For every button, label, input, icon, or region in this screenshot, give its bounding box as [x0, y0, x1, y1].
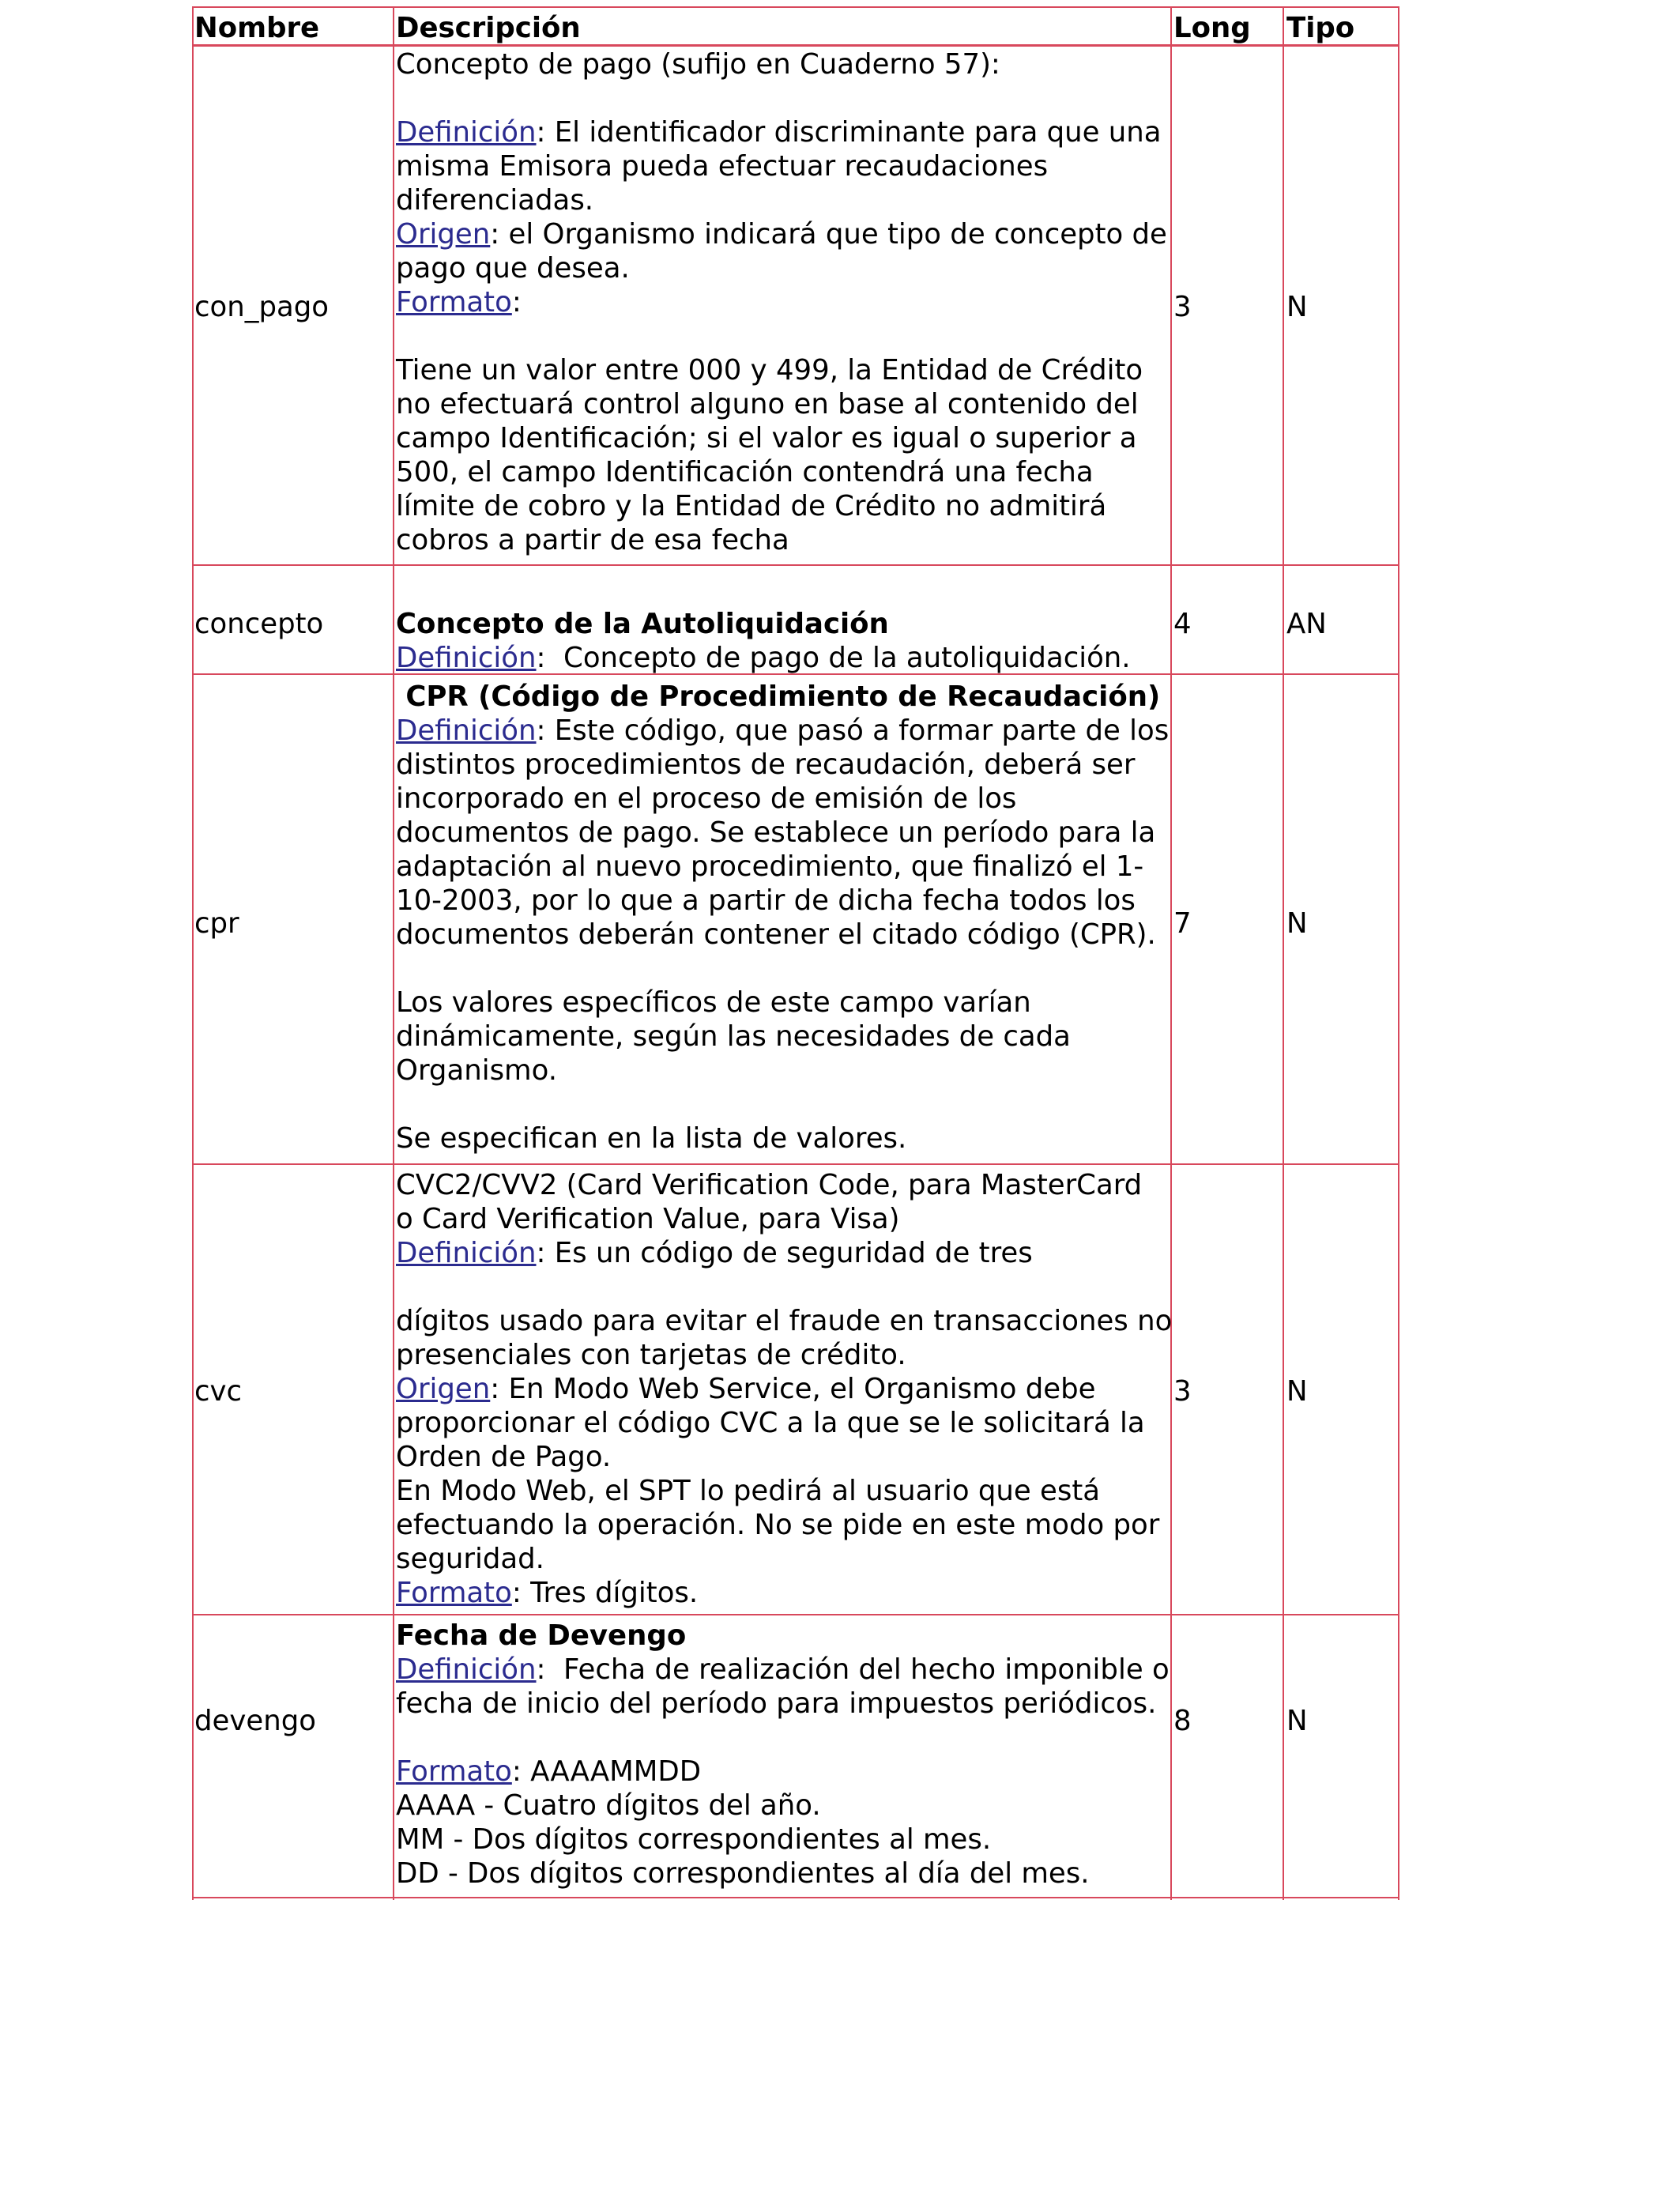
description-text: : el Organismo indicará que tipo de concepto de	[490, 218, 1167, 251]
definition-link[interactable]: Definición	[396, 642, 537, 674]
description-line	[396, 1088, 1169, 1122]
description-line	[396, 1122, 1169, 1155]
cell-tipo: AN	[1286, 608, 1327, 640]
description-line	[396, 217, 1167, 251]
description-text: : Es un código de seguridad de tres	[536, 1237, 1033, 1269]
cell-descripcion	[396, 680, 1169, 1155]
description-text: fecha de inicio del período para impuestos periódicos.	[396, 1687, 1157, 1720]
header-descripcion: Descripción	[396, 12, 581, 44]
cell-tipo: N	[1286, 1375, 1308, 1408]
cell-nombre: cpr	[194, 907, 239, 940]
description-line	[396, 149, 1167, 183]
cell-nombre: concepto	[194, 608, 324, 640]
description-text: o Card Verification Value, para Visa)	[396, 1203, 900, 1235]
definition-link[interactable]: Origen	[396, 218, 491, 251]
description-line	[396, 47, 1167, 81]
description-line	[396, 1687, 1170, 1721]
description-line	[396, 1020, 1169, 1054]
description-text: 10-2003, por lo que a partir de dicha fecha todos los	[396, 884, 1136, 917]
description-line	[396, 183, 1167, 217]
cell-descripcion	[396, 1168, 1172, 1610]
description-line	[396, 782, 1169, 816]
cell-long: 8	[1173, 1705, 1192, 1737]
col-border-descripcion	[1170, 6, 1172, 1900]
description-line	[396, 523, 1167, 557]
definition-link[interactable]: Definición	[396, 1237, 537, 1269]
definition-link[interactable]: Formato	[396, 286, 512, 319]
description-text: adaptación al nuevo procedimiento, que finalizó el 1-	[396, 850, 1144, 883]
description-line	[396, 1857, 1170, 1891]
description-text: proporcionar el código CVC a la que se le solicitará la	[396, 1407, 1145, 1439]
definition-link[interactable]: Definición	[396, 714, 537, 747]
table-bottom-border	[192, 1897, 1399, 1898]
row-border	[192, 1163, 1399, 1165]
description-text: efectuando la operación. No se pide en este modo por	[396, 1509, 1160, 1541]
description-text: misma Emisora pueda efectuar recaudaciones	[396, 150, 1049, 183]
description-text: : Fecha de realización del hecho imponible o	[536, 1653, 1170, 1686]
description-line	[396, 1372, 1172, 1406]
description-text: campo Identificación; si el valor es igual o superior a	[396, 422, 1137, 454]
description-text: documentos de pago. Se establece un período para la	[396, 816, 1156, 849]
description-line	[396, 850, 1169, 884]
description-text: Orden de Pago.	[396, 1441, 612, 1473]
description-text: seguridad.	[396, 1543, 544, 1575]
definition-link[interactable]: Formato	[396, 1755, 512, 1788]
description-text: MM - Dos dígitos correspondientes al mes.	[396, 1823, 992, 1856]
description-line	[396, 387, 1167, 421]
description-line	[396, 816, 1169, 850]
description-text: En Modo Web, el SPT lo pedirá al usuario que está	[396, 1475, 1101, 1507]
description-line	[396, 641, 1131, 675]
description-line	[396, 115, 1167, 149]
cell-long: 4	[1173, 608, 1192, 640]
description-line	[396, 1270, 1172, 1304]
header-nombre: Nombre	[194, 12, 320, 44]
description-line	[396, 1576, 1172, 1610]
description-text: diferenciadas.	[396, 184, 594, 217]
col-border-long	[1283, 6, 1284, 1900]
description-text: DD - Dos dígitos correspondientes al día del mes.	[396, 1857, 1090, 1890]
document-page	[192, 6, 1399, 1900]
field-title: Concepto de la Autoliquidación	[396, 608, 889, 640]
description-line	[396, 1054, 1169, 1088]
description-line	[396, 1508, 1172, 1542]
description-line	[396, 1789, 1170, 1823]
cell-tipo: N	[1286, 1705, 1308, 1737]
description-line	[396, 1474, 1172, 1508]
description-text: : Concepto de pago de la autoliquidación.	[536, 642, 1131, 674]
col-border-left	[192, 6, 194, 1900]
description-text: cobros a partir de esa fecha	[396, 524, 789, 556]
description-line	[396, 918, 1169, 952]
description-line	[396, 455, 1167, 489]
description-line	[396, 1721, 1170, 1755]
description-text: distintos procedimientos de recaudación, deberá ser	[396, 748, 1136, 781]
description-text: : Este código, que pasó a formar parte de los	[536, 714, 1170, 747]
description-text: pago que desea.	[396, 252, 630, 285]
definition-link[interactable]: Origen	[396, 1373, 491, 1405]
description-text: :	[511, 286, 522, 319]
description-line	[396, 285, 1167, 319]
description-line	[396, 1653, 1170, 1687]
description-text: Concepto de pago (sufijo en Cuaderno 57):	[396, 48, 1000, 81]
description-text: 500, el campo Identificación contendrá una fecha	[396, 456, 1094, 488]
cell-long: 3	[1173, 1375, 1192, 1408]
description-text: documentos deberán contener el citado código (CPR).	[396, 918, 1156, 951]
cell-tipo: N	[1286, 907, 1308, 940]
cell-nombre: cvc	[194, 1375, 243, 1408]
cell-descripcion	[396, 1619, 1170, 1891]
description-line	[396, 1542, 1172, 1576]
description-line	[396, 884, 1169, 918]
description-line	[396, 1202, 1172, 1236]
cell-long: 3	[1173, 291, 1192, 323]
table-top-border	[192, 6, 1399, 8]
description-line	[396, 319, 1167, 353]
description-text: : AAAAMMDD	[511, 1755, 702, 1788]
description-text: Organismo.	[396, 1054, 558, 1087]
description-line	[396, 1755, 1170, 1789]
description-line	[396, 489, 1167, 523]
row-border	[192, 1614, 1399, 1615]
description-line	[396, 607, 1131, 641]
description-line	[396, 1304, 1172, 1338]
description-line	[396, 952, 1169, 986]
header-tipo: Tipo	[1286, 12, 1355, 44]
description-text: dígitos usado para evitar el fraude en transacciones no	[396, 1305, 1173, 1337]
description-line	[396, 748, 1169, 782]
cell-descripcion	[396, 47, 1167, 557]
description-text: : Tres dígitos.	[511, 1577, 699, 1609]
description-text: Se especifican en la lista de valores.	[396, 1122, 907, 1155]
description-line	[396, 421, 1167, 455]
description-text: dinámicamente, según las necesidades de cada	[396, 1020, 1071, 1053]
description-line	[396, 1236, 1172, 1270]
description-text: CVC2/CVV2 (Card Verification Code, para MasterCard	[396, 1169, 1143, 1201]
col-border-right	[1398, 6, 1399, 1900]
description-line	[396, 251, 1167, 285]
description-line	[396, 1440, 1172, 1474]
description-line	[396, 1338, 1172, 1372]
description-text: incorporado en el proceso de emisión de los	[396, 782, 1017, 815]
description-text: AAAA - Cuatro dígitos del año.	[396, 1789, 821, 1822]
description-line	[396, 1168, 1172, 1202]
col-border-nombre	[393, 6, 394, 1900]
field-title: Fecha de Devengo	[396, 1619, 687, 1652]
description-line	[396, 353, 1167, 387]
description-line	[396, 1823, 1170, 1857]
description-text: : En Modo Web Service, el Organismo debe	[490, 1373, 1096, 1405]
header-long: Long	[1173, 12, 1251, 44]
description-line	[396, 680, 1169, 714]
description-line	[396, 714, 1169, 748]
description-line	[396, 81, 1167, 115]
definition-link[interactable]: Formato	[396, 1577, 512, 1609]
definition-link[interactable]: Definición	[396, 116, 537, 149]
field-title: CPR (Código de Procedimiento de Recaudación)	[396, 680, 1161, 713]
cell-descripcion	[396, 607, 1131, 675]
description-text: : El identificador discriminante para que una	[536, 116, 1162, 149]
description-text: límite de cobro y la Entidad de Crédito no admitirá	[396, 490, 1107, 522]
description-text: presenciales con tarjetas de crédito.	[396, 1339, 906, 1371]
cell-tipo: N	[1286, 291, 1308, 323]
definition-link[interactable]: Definición	[396, 1653, 537, 1686]
cell-nombre: devengo	[194, 1705, 316, 1737]
description-text: Los valores específicos de este campo varían	[396, 986, 1031, 1019]
description-line	[396, 1406, 1172, 1440]
cell-nombre: con_pago	[194, 291, 330, 323]
row-border	[192, 564, 1399, 566]
cell-long: 7	[1173, 907, 1192, 940]
description-text: no efectuará control alguno en base al contenido del	[396, 388, 1139, 420]
description-line	[396, 986, 1169, 1020]
description-text: Tiene un valor entre 000 y 499, la Entidad de Crédito	[396, 354, 1143, 386]
description-line	[396, 1619, 1170, 1653]
